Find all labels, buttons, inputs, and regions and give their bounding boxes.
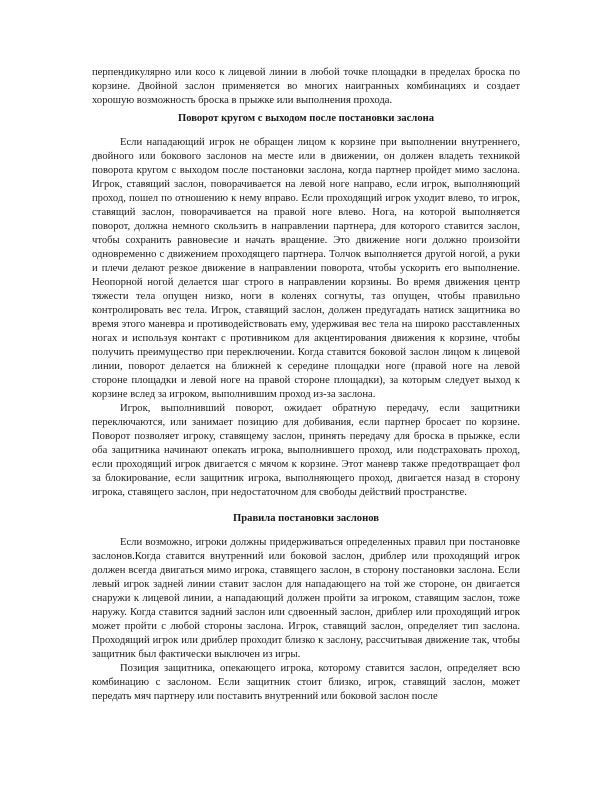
- section-heading-turn-around: Поворот кругом с выходом после постановки заслона: [177, 113, 435, 124]
- section1-paragraph-1: Если нападающий игрок не обращен лицом к корзине при выполнении внутреннего, двойного или бокового заслонов на месте или в движении, он должен владеть техникой поворота кругом с выходом после постановки заслона, когда партнер пройдет мимо заслона. Игрок, ставящий заслон, поворачивается на левой ноге направо, если игрок, выполняющий проход, пошел по отношению к нему вправо. Если проходящий игрок уходит влево, то игрок, ставящий заслон, поворачивается на правой ноге влево. Нога, на которой выполняется поворот, должна немного скользить в направлении партнера, для которого ставится заслон, чтобы сохранить равновесие и начать вращение. Это движение ноги должно произойти одновременно с движением проходящего партнера. Толчок выполняется другой ногой, а руки и плечи делают резкое движение в направлении поворота, чтобы ускорить его выполнение. Неопорной ногой делается шаг строго в направлении корзины. Во время движения центр тяжести тела опущен низко, ноги в коленях согнуты, таз опущен, чтобы правильно контролировать вес тела. Игрок, ставящий заслон, должен предугадать натиск защитника во время этого маневра и противодействовать ему, удерживая вес тела на широко расставленных ногах и используя контакт с противником для акцентирования движения к корзине, чтобы получить преимущество при переключении. Когда ставится боковой заслон лицом к лицевой линии, поворот делается на ближней к середине площадки ноге (правой ноге на левой стороне площадки и левой ноге на правой стороне площадки), за которым следует выход к корзине вслед за игроком, выполнившим проход из-за заслона.: [92, 137, 520, 400]
- section1-paragraph-2: Игрок, выполнивший поворот, ожидает обратную передачу, если защитники переключаются, или занимает позицию для добивания, если партнер бросает по корзине. Поворот позволяет игроку, ставящему заслон, принять передачу для броска в прыжке, если оба защитника начинают опекать игрока, выполнившего проход, или подстраховать проход, если проходящий игрок двигается с мячом к корзине. Этот маневр также предотвращает фол за блокирование, если защитник игрока, выполняющего проход, двигается назад в сторону игрока, ставящего заслон, при недостаточном для свободы действий пространстве.: [92, 403, 520, 498]
- document-body: [92, 66, 520, 704]
- intro-paragraph: перпендикулярно или косо к лицевой линии в любой точке площадки в пределах броска по корзине. Двойной заслон применяется во многих наигранных комбинациях и создает хорошую возможность броска в прыжке или выполнения прохода.: [92, 67, 520, 106]
- section2-paragraph-1: Если возможно, игроки должны придерживаться определенных правил при постановке заслонов.Когда ставится внутренний или боковой заслон, дриблер или проходящий игрок должен всегда двигаться мимо игрока, ставящего заслон, в сторону постановки заслона. Если левый игрок задней линии ставит заслон для нападающего на той же стороне, он двигается снаружи к лицевой линии, а нападающий должен пройти за игроком, ставящим заслон, тоже наружу. Когда ставится задний заслон или сдвоенный заслон, дриблер или проходящий игрок может пройти с любой стороны заслона. Игрок, ставящий заслон, определяет тип заслона. Проходящий игрок или дриблер проходит близко к заслону, рассчитывая движение так, чтобы защитник был фактически выключен из игры.: [92, 537, 520, 660]
- section2-paragraph-2: Позиция защитника, опекающего игрока, которому ставится заслон, определяет всю комбинацию с заслоном. Если защитник стоит близко, игрок, ставящий заслон, может передать мяч партнеру или поставить внутренний или боковой заслон после: [92, 663, 520, 702]
- section-heading-screen-rules: Правила постановки заслонов: [233, 513, 379, 524]
